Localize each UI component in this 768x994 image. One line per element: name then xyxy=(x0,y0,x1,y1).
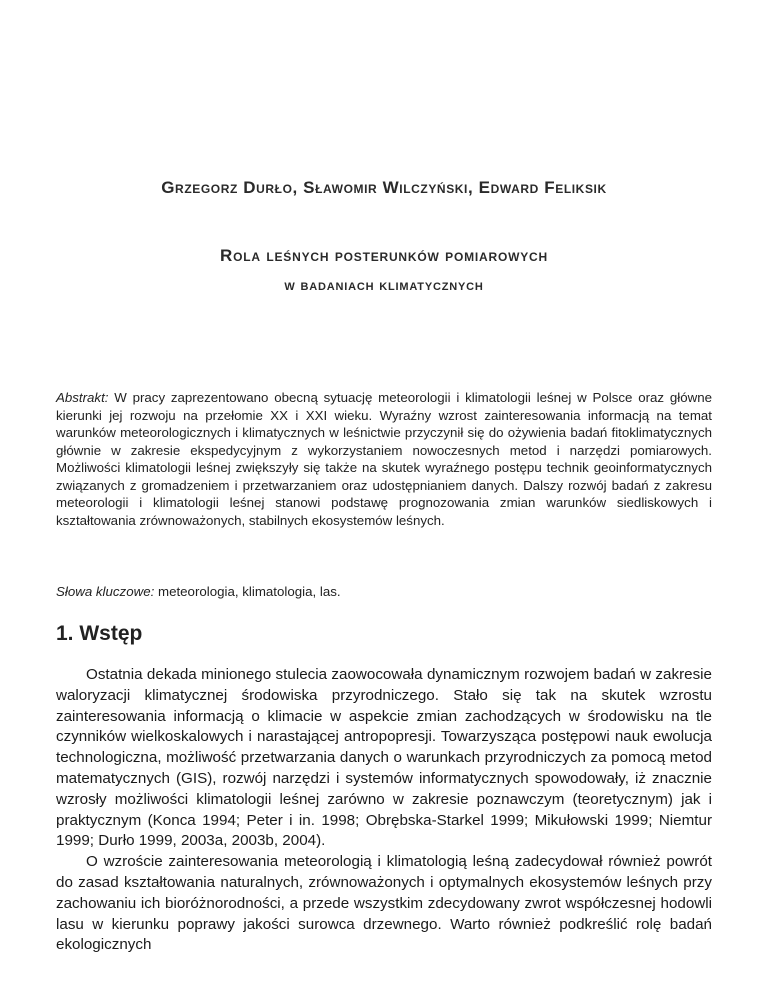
keywords-label: Słowa kluczowe: xyxy=(56,584,155,599)
authors-line: Grzegorz Durło, Sławomir Wilczyński, Edward Feliksik xyxy=(161,178,607,197)
paper-title xyxy=(0,245,768,297)
section-heading: 1. Wstęp xyxy=(56,622,143,645)
title-line-1: Rola leśnych posterunków pomiarowych xyxy=(220,246,548,265)
abstract xyxy=(56,389,712,529)
title-line-2: w badaniach klimatycznych xyxy=(284,277,484,294)
abstract-text: W pracy zaprezentowano obecną sytuację meteorologii i klimatologii leśnej w Polsce oraz główne kierunki jej rozwoju na przełomie XX i XXI wieku. Wyraźny wzrost zainteresowania informacją na temat warunków meteorologicznych i klimatycznych w leśnictwie przyczynił się do ożywienia badań fitoklimatycznych głównie w zakresie ekspedycyjnym z wykorzystaniem nowoczesnych metod i narzędzi pomiarowych. Możliwości klimatologii leśnej zwiększyły się także na skutek wyraźnego postępu technik geoinformatycznych związanych z gromadzeniem i przetwarzaniem oraz udostępnianiem danych. Dalszy rozwój badań z zakresu meteorologii i klimatologii leśnej stanowi podstawę prognozowania zmian warunków siedliskowych i kształtowania zrównoważonych, stabilnych ekosystemów leśnych. xyxy=(56,390,712,528)
keywords-text: meteorologia, klimatologia, las. xyxy=(158,584,341,599)
paragraph: Ostatnia dekada minionego stulecia zaowocowała dynamicznym rozwojem badań w zakresie waloryzacji klimatycznej środowiska przyrodniczego. Stało się tak na skutek wzrostu zainteresowania informacją o klimacie w aspekcie zmian zachodzących w środowisku na tle czynników wielkoskalowych i narastającej antropopresji. Towarzysząca postępowi nauk ewolucja technologiczna, możliwość przetwarzania danych o warunkach przyrodniczych za pomocą metod matematycznych (GIS), rozwój narzędzi i systemów informatycznych spowodowały, iż znacznie wzrosły możliwości klimatologii leśnej zarówno w zakresie poznawczym (teoretycznym) jak i praktycznym (Konca 1994; Peter i in. 1998; Obrębska-Starkel 1999; Mikułowski 1999; Niemtur 1999; Durło 1999, 2003a, 2003b, 2004). xyxy=(56,666,712,850)
keywords xyxy=(56,583,712,601)
paragraph: O wzroście zainteresowania meteorologią i klimatologią leśną zadecydował również powrót do zasad kształtowania naturalnych, zrównoważonych i optymalnych ekosystemów leśnych przy zachowaniu ich bioróżnorodności, a przede wszystkim zdecydowany zwrot współczesnej hodowli lasu w kierunku poprawy jakości surowca drzewnego. Warto również podkreślić rolę badań ekologicznych xyxy=(56,853,712,954)
section-body xyxy=(56,665,712,956)
abstract-label: Abstrakt: xyxy=(56,390,109,405)
